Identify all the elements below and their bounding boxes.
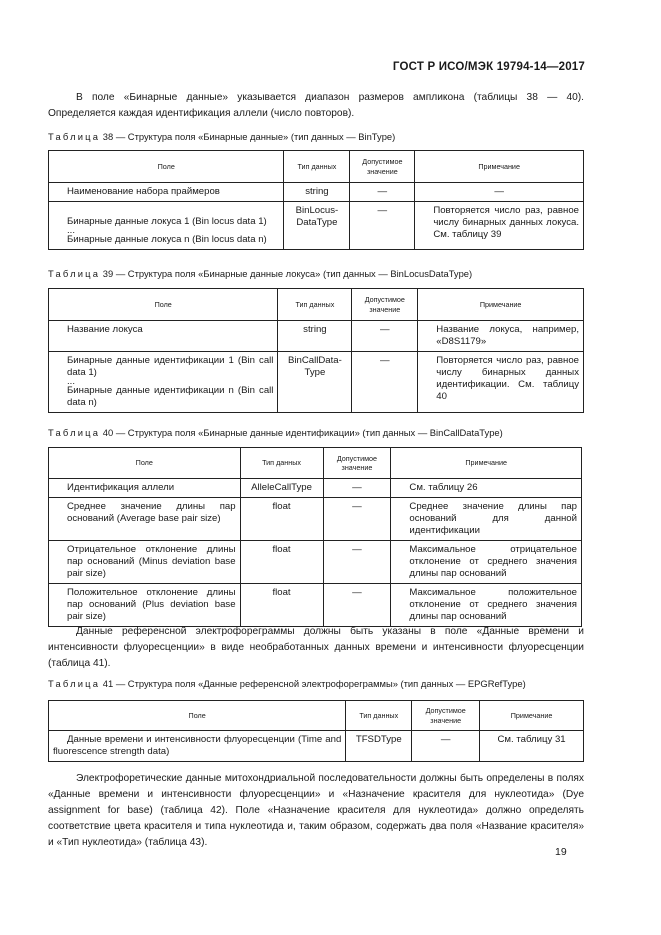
page-number: 19 <box>555 846 567 858</box>
table-40 <box>48 447 582 627</box>
table-row: Данные времени и интенсивности флуоресценции (Time and fluorescence strength data) TFSDType — См. таблицу 31 <box>49 731 584 762</box>
col-header-note: Примечание <box>415 151 584 183</box>
col-header-allowed: Допустимое значение <box>323 448 391 479</box>
col-header-field: Поле <box>49 151 284 183</box>
col-header-note: Примечание <box>391 448 582 479</box>
reference-epg-paragraph: Данные референсной электрофореграммы должны быть указаны в поле «Данные времени и интенсивности флуоресценции» в виде необработанных данных времени и интенсивности флуоресценции (таблица 41). <box>48 626 584 669</box>
table-row: Среднее значение длины пар оснований (Average base pair size) float — Среднее значение длины пар оснований для данной идентификации <box>49 498 582 541</box>
col-header-type: Тип данных <box>346 701 412 731</box>
col-header-allowed: Допустимое значение <box>350 151 415 183</box>
col-header-type: Тип данных <box>240 448 323 479</box>
table-41 <box>48 700 584 762</box>
col-header-allowed: Допустимое значение <box>352 289 418 321</box>
col-header-note: Примечание <box>418 289 584 321</box>
table-39 <box>48 288 584 413</box>
col-header-allowed: Допустимое значение <box>412 701 480 731</box>
table-row: Бинарные данные идентификации 1 (Bin call data 1) ... Бинарные данные идентификации n (Bin call data n) BinCallData-Type — Повторяется число раз, равное числу бинарных данных идентификации. См. таблицу 40 <box>49 352 584 413</box>
col-header-type: Тип данных <box>284 151 350 183</box>
table-row: Отрицательное отклонение длины пар оснований (Minus deviation base pair size) float — Максимальное отрицательное отклонение от среднего значения длины пар оснований <box>49 541 582 584</box>
table-38 <box>48 150 584 250</box>
table40-caption: Таблица 40 — Структура поля «Бинарные данные идентификации» (тип данных — BinCallDataType) <box>48 427 503 438</box>
table-row: Положительное отклонение длины пар оснований (Plus deviation base pair size) float — Максимальное положительное отклонение от среднего значения длины пар оснований <box>49 584 582 627</box>
table41-caption: Таблица 41 — Структура поля «Данные референсной электрофореграммы» (тип данных — EPGRefType) <box>48 678 526 689</box>
table38-caption: Таблица 38 — Структура поля «Бинарные данные» (тип данных — BinType) <box>48 131 396 142</box>
col-header-type: Тип данных <box>278 289 352 321</box>
document-header: ГОСТ Р ИСО/МЭК 19794-14—2017 <box>392 61 585 73</box>
table-row: Идентификация аллели AlleleCallType — См. таблицу 26 <box>49 479 582 498</box>
table-row: Название локуса string — Название локуса, например, «D8S1179» <box>49 321 584 352</box>
table39-caption: Таблица 39 — Структура поля «Бинарные данные локуса» (тип данных — BinLocusDataType) <box>48 268 473 279</box>
col-header-field: Поле <box>49 448 241 479</box>
col-header-field: Поле <box>49 289 278 321</box>
col-header-field: Поле <box>49 701 346 731</box>
table-row: Наименование набора праймеров string — — <box>49 183 584 202</box>
mito-paragraph: Электрофоретические данные митохондриальной последовательности должны быть определены в полях «Данные времени и интенсивности флуоресценции» и «Назначение красителя для нуклеотида» (Dye assignment for base) (таблица 42). Поле «Назначение красителя для нуклеотида» должно определять соответствие цвета красителя и типа нуклеотида и, таким образом, содержать два поля «Название красителя» и «Тип нуклеотида» (таблица 43). <box>48 773 584 848</box>
intro-paragraph: В поле «Бинарные данные» указывается диапазон размеров ампликона (таблицы 38 — 40). Определяется каждая идентификация аллели (число повторов). <box>48 92 584 119</box>
table-row: Бинарные данные локуса 1 (Bin locus data 1) ... Бинарные данные локуса n (Bin locus data n) BinLocus-DataType — Повторяется число раз, равное числу бинарных данных локуса. См. таблицу 39 <box>49 202 584 250</box>
col-header-note: Примечание <box>480 701 584 731</box>
